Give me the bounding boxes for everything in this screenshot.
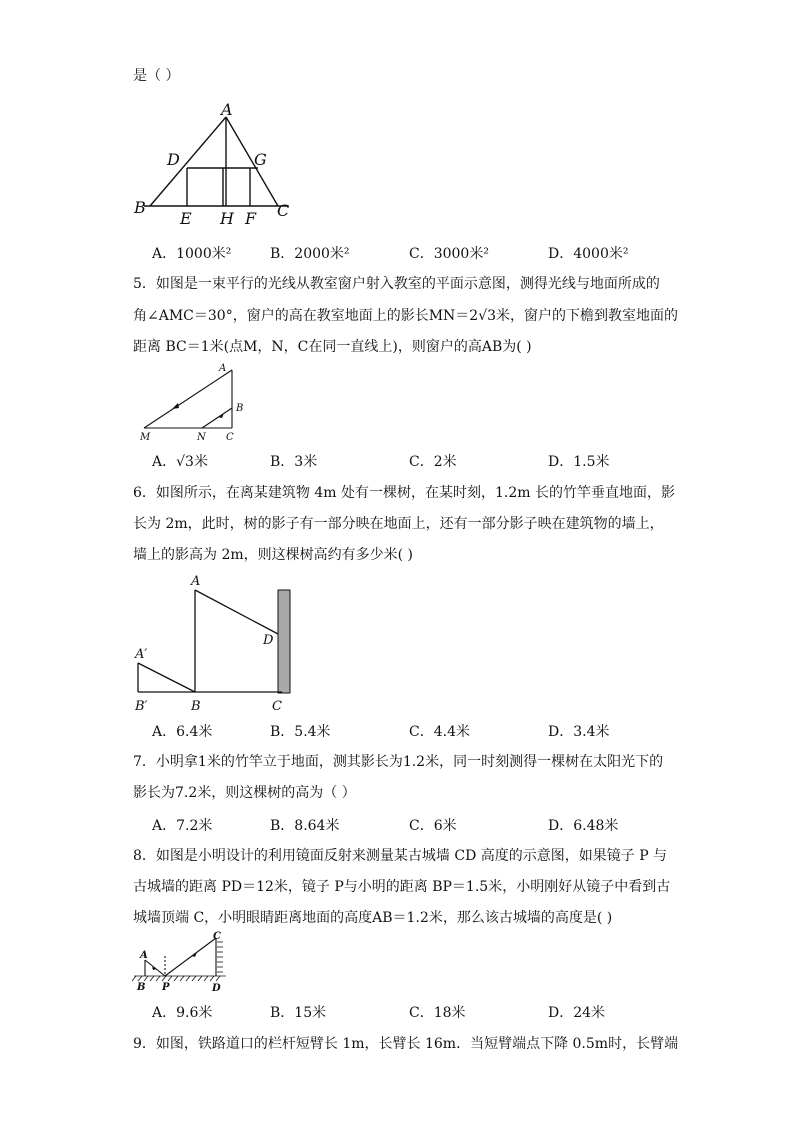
q6-building-wall bbox=[278, 590, 290, 693]
q5-label-n: N bbox=[197, 432, 206, 443]
q6-option-b[interactable]: B．5.4米 bbox=[270, 724, 331, 740]
q5-option-a[interactable]: A．√3米 bbox=[152, 454, 208, 470]
q7-line-1: 7．小明拿1米的竹竿立于地面，测其影长为1.2米，同一时刻测得一棵树在太阳光下的 bbox=[133, 754, 664, 770]
q8-option-a[interactable]: A．9.6米 bbox=[152, 1005, 213, 1021]
q8-line-1: 8．如图是小明设计的利用镜面反射来测量某古城墙 CD 高度的示意图，如果镜子 P 与 bbox=[133, 848, 668, 864]
q4-option-d[interactable]: D．4000米² bbox=[548, 246, 629, 262]
q4-label-h: H bbox=[220, 209, 234, 228]
q7-option-a[interactable]: A．7.2米 bbox=[152, 818, 213, 834]
q8-figure bbox=[132, 930, 238, 996]
q7-option-c[interactable]: C．6米 bbox=[409, 818, 457, 834]
q5-label-m: M bbox=[140, 432, 151, 443]
q6-option-d[interactable]: D．3.4米 bbox=[548, 724, 610, 740]
q6-option-a[interactable]: A．6.4米 bbox=[152, 724, 213, 740]
q4-label-d: D bbox=[167, 150, 180, 169]
q6-tree-shadow-ray bbox=[195, 590, 278, 634]
q8-label-c: C bbox=[213, 931, 221, 942]
q7-line-2: 影长为7.2米，则这棵树的高为（ ） bbox=[133, 785, 356, 801]
q8-label-p: P bbox=[162, 982, 170, 993]
q5-line-1: 5．如图是一束平行的光线从教室窗户射入教室的平面示意图，测得光线与地面所成的 bbox=[133, 276, 660, 292]
q6-line-1: 6．如图所示，在离某建筑物 4m 处有一棵树，在某时刻，1.2m 长的竹竿垂直地面，影 bbox=[133, 485, 675, 501]
q5-line-2: 角∠AMC＝30°，窗户的高在教室地面上的影长MN＝2√3米，窗户的下檐到教室地面的 bbox=[133, 308, 679, 324]
q6-label-a: A bbox=[191, 574, 201, 589]
q6-label-c: C bbox=[272, 699, 282, 712]
q8-options bbox=[152, 1002, 712, 1022]
q5-options bbox=[152, 451, 712, 471]
q4-label-b: B bbox=[134, 198, 146, 217]
q8-ray-pc bbox=[165, 938, 216, 976]
q5-ray-bn bbox=[202, 408, 232, 428]
q5-figure bbox=[134, 360, 254, 444]
q8-line-2: 古城墙的距离 PD＝12米，镜子 P与小明的距离 BP＝1.5米，小明刚好从镜子中看到古 bbox=[133, 879, 671, 895]
q5-label-b: B bbox=[236, 403, 244, 414]
q4-option-c[interactable]: C．3000米² bbox=[409, 246, 489, 262]
q6-label-a-prime: A′ bbox=[135, 647, 148, 662]
q4-side-ab bbox=[150, 117, 226, 206]
q6-pole-shadow-ray bbox=[138, 663, 195, 692]
q6-label-d: D bbox=[263, 633, 274, 648]
q8-label-a: A bbox=[140, 950, 148, 961]
q4-side-ac bbox=[226, 117, 278, 206]
q6-options bbox=[152, 721, 712, 741]
q5-arrow-1 bbox=[172, 403, 179, 409]
q6-label-b-prime: B′ bbox=[135, 699, 148, 712]
q8-ray-ap bbox=[145, 960, 165, 976]
q7-option-b[interactable]: B．8.64米 bbox=[270, 818, 340, 834]
q8-option-d[interactable]: D．24米 bbox=[548, 1005, 606, 1021]
q5-line-3: 距离 BC＝1米(点M，N，C在同一直线上)，则窗户的高AB为( ) bbox=[133, 339, 532, 355]
q5-label-c: C bbox=[226, 432, 234, 443]
q6-line-2: 长为 2m，此时，树的影子有一部分映在地面上，还有一部分影子映在建筑物的墙上， bbox=[133, 516, 664, 532]
q4-label-f: F bbox=[245, 209, 257, 228]
q8-arrow-2 bbox=[192, 952, 197, 957]
q8-line-3: 城墙顶端 C，小明眼睛距离地面的高度AB＝1.2米，那么该古城墙的高度是( ) bbox=[133, 910, 613, 926]
q4-figure bbox=[132, 102, 302, 228]
q5-ray-am bbox=[144, 370, 232, 428]
q6-line-3: 墙上的影高为 2m，则这棵树高约有多少米( ) bbox=[133, 547, 414, 563]
q8-option-b[interactable]: B．15米 bbox=[270, 1005, 327, 1021]
q5-option-b[interactable]: B．3米 bbox=[270, 454, 318, 470]
q4-label-a: A bbox=[221, 102, 233, 119]
q6-figure bbox=[132, 570, 297, 712]
q8-label-b: B bbox=[137, 982, 146, 993]
q4-label-e: E bbox=[180, 209, 192, 228]
q4-label-c: C bbox=[277, 201, 290, 220]
q8-label-d: D bbox=[212, 983, 221, 994]
q6-option-c[interactable]: C．4.4米 bbox=[409, 724, 470, 740]
q7-options bbox=[152, 815, 712, 835]
q4-option-b[interactable]: B．2000米² bbox=[270, 246, 350, 262]
q6-label-b: B bbox=[191, 699, 201, 712]
q5-option-d[interactable]: D．1.5米 bbox=[548, 454, 610, 470]
q4-option-a[interactable]: A．1000米² bbox=[152, 246, 232, 262]
q4-options bbox=[152, 243, 712, 263]
q5-label-a: A bbox=[219, 363, 227, 374]
q7-option-d[interactable]: D．6.48米 bbox=[548, 818, 619, 834]
q8-option-c[interactable]: C．18米 bbox=[409, 1005, 466, 1021]
q9-line-1: 9．如图，铁路道口的栏杆短臂长 1m，长臂长 16m．当短臂端点下降 0.5m时，长臂端 bbox=[133, 1036, 679, 1052]
q4-label-g: G bbox=[254, 150, 267, 169]
q4-tail: 是（ ） bbox=[133, 68, 180, 84]
q5-option-c[interactable]: C．2米 bbox=[409, 454, 457, 470]
